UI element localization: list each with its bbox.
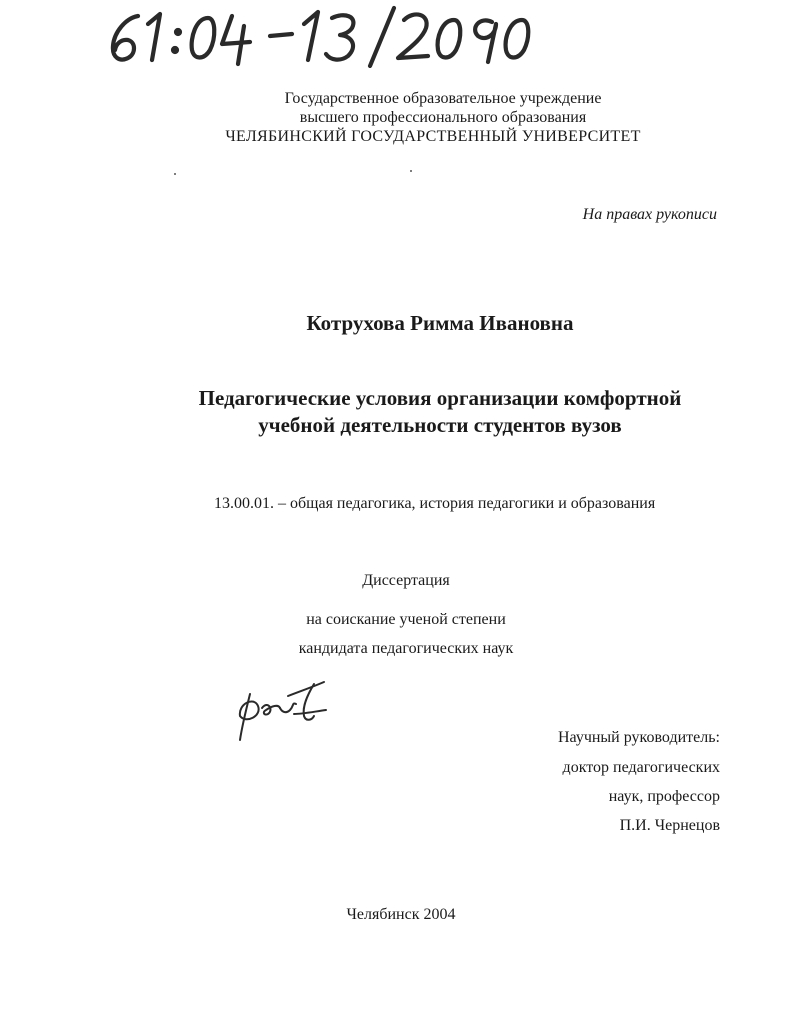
specialty-code: 13.00.01. – общая педагогика, история педагогики и образования xyxy=(214,495,656,512)
advisor-rank-line-1: доктор педагогических xyxy=(562,759,720,776)
handwritten-archive-number xyxy=(104,2,534,68)
author-name: Котрухова Римма Ивановна xyxy=(306,311,574,335)
document-type: Диссертация xyxy=(362,572,450,589)
scan-speck xyxy=(174,173,176,175)
degree-line-1: на соискание ученой степени xyxy=(306,611,506,628)
advisor-rank-line-2: наук, профессор xyxy=(608,788,720,805)
city-year: Челябинск 2004 xyxy=(346,906,456,923)
author-signature xyxy=(232,670,332,746)
university-name: ЧЕЛЯБИНСКИЙ ГОСУДАРСТВЕННЫЙ УНИВЕРСИТЕТ xyxy=(225,128,641,145)
institution-level: высшего профессионального образования xyxy=(299,109,587,126)
title-line-1: Педагогические условия организации комфортной xyxy=(198,386,682,410)
dissertation-title xyxy=(0,385,796,439)
advisor-name: П.И. Чернецов xyxy=(619,817,720,834)
institution-type: Государственное образовательное учреждение xyxy=(284,90,602,107)
advisor-label: Научный руководитель: xyxy=(557,729,720,746)
manuscript-rights-note: На правах рукописи xyxy=(582,206,717,223)
scan-speck xyxy=(410,170,412,172)
title-line-2: учебной деятельности студентов вузов xyxy=(258,413,622,437)
degree-line-2: кандидата педагогических наук xyxy=(298,640,514,657)
